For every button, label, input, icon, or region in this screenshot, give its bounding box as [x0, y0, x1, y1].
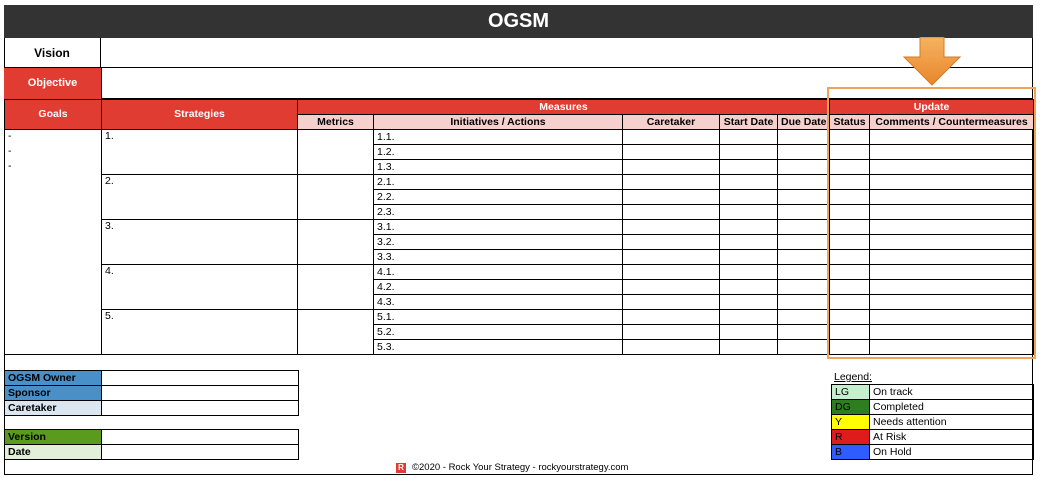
- start-date-cell[interactable]: [720, 250, 778, 265]
- start-date-cell[interactable]: [720, 310, 778, 325]
- start-date-cell[interactable]: [720, 325, 778, 340]
- due-date-cell[interactable]: [778, 160, 830, 175]
- caretaker-cell[interactable]: [623, 235, 720, 250]
- legend-swatch: Y: [832, 415, 870, 430]
- initiative-cell[interactable]: 3.2.: [374, 235, 623, 250]
- rock-your-strategy-logo-icon: [396, 463, 406, 473]
- objective-label: Objective: [4, 68, 101, 99]
- caretaker-cell[interactable]: [623, 160, 720, 175]
- initiative-cell[interactable]: 4.2.: [374, 280, 623, 295]
- legend-label: Needs attention: [870, 415, 1034, 430]
- goal-item: -: [8, 145, 12, 157]
- due-date-cell[interactable]: [778, 145, 830, 160]
- metrics-cell[interactable]: [298, 265, 374, 310]
- ogsm-owner-input[interactable]: [102, 371, 299, 386]
- metrics-cell[interactable]: [298, 310, 374, 355]
- caretaker-cell[interactable]: [623, 265, 720, 280]
- legend-table: [831, 384, 1034, 460]
- start-date-cell[interactable]: [720, 160, 778, 175]
- start-date-cell[interactable]: [720, 295, 778, 310]
- initiative-cell[interactable]: 1.2.: [374, 145, 623, 160]
- due-date-cell[interactable]: [778, 295, 830, 310]
- caretaker-cell[interactable]: [623, 295, 720, 310]
- page-title: OGSM: [4, 5, 1033, 38]
- caretaker-cell[interactable]: [623, 175, 720, 190]
- copyright-line: [396, 461, 628, 474]
- legend-swatch: B: [832, 445, 870, 460]
- status-header: Status: [830, 115, 870, 130]
- comments-header: Comments / Countermeasures: [870, 115, 1034, 130]
- caretaker-input[interactable]: [102, 401, 299, 416]
- caretaker-cell[interactable]: [623, 205, 720, 220]
- strategy-cell[interactable]: 4.: [102, 265, 298, 310]
- due-date-cell[interactable]: [778, 220, 830, 235]
- initiative-cell[interactable]: 2.3.: [374, 205, 623, 220]
- start-date-cell[interactable]: [720, 130, 778, 145]
- initiative-cell[interactable]: 3.3.: [374, 250, 623, 265]
- initiative-cell[interactable]: 2.1.: [374, 175, 623, 190]
- date-input[interactable]: [102, 445, 299, 460]
- start-date-cell[interactable]: [720, 280, 778, 295]
- vision-row: [4, 38, 1033, 68]
- caretaker-label: Caretaker: [5, 401, 102, 416]
- legend-label: Completed: [870, 400, 1034, 415]
- caretaker-cell[interactable]: [623, 325, 720, 340]
- start-date-cell[interactable]: [720, 205, 778, 220]
- due-date-cell[interactable]: [778, 280, 830, 295]
- due-date-header: Due Date: [778, 115, 830, 130]
- start-date-cell[interactable]: [720, 235, 778, 250]
- metrics-header: Metrics: [298, 115, 374, 130]
- start-date-cell[interactable]: [720, 265, 778, 280]
- initiative-cell[interactable]: 5.1.: [374, 310, 623, 325]
- initiative-cell[interactable]: 5.2.: [374, 325, 623, 340]
- ogsm-owner-label: OGSM Owner: [5, 371, 102, 386]
- legend-item: [832, 430, 1034, 445]
- strategy-cell[interactable]: 1.: [102, 130, 298, 175]
- due-date-cell[interactable]: [778, 325, 830, 340]
- caretaker-cell[interactable]: [623, 145, 720, 160]
- metrics-cell[interactable]: [298, 175, 374, 220]
- down-arrow-icon: [902, 37, 962, 87]
- initiatives-header: Initiatives / Actions: [374, 115, 623, 130]
- goals-cell[interactable]: [5, 130, 102, 355]
- copyright-text: ©2020 - Rock Your Strategy - rockyourstrategy.com: [412, 462, 629, 473]
- due-date-cell[interactable]: [778, 250, 830, 265]
- sponsor-label: Sponsor: [5, 386, 102, 401]
- version-table: [4, 429, 299, 460]
- metrics-cell[interactable]: [298, 130, 374, 175]
- update-highlight-box: [827, 87, 1036, 359]
- strategy-cell[interactable]: 3.: [102, 220, 298, 265]
- due-date-cell[interactable]: [778, 175, 830, 190]
- owner-table: [4, 370, 299, 416]
- caretaker-cell[interactable]: [623, 190, 720, 205]
- legend-label: On track: [870, 385, 1034, 400]
- caretaker-cell[interactable]: [623, 250, 720, 265]
- goal-item: -: [8, 160, 12, 172]
- start-date-cell[interactable]: [720, 175, 778, 190]
- start-date-cell[interactable]: [720, 340, 778, 355]
- due-date-cell[interactable]: [778, 190, 830, 205]
- caretaker-cell[interactable]: [623, 310, 720, 325]
- legend-label: At Risk: [870, 430, 1034, 445]
- legend-label: On Hold: [870, 445, 1034, 460]
- caretaker-cell[interactable]: [623, 340, 720, 355]
- legend-swatch: LG: [832, 385, 870, 400]
- caretaker-header: Caretaker: [623, 115, 720, 130]
- legend-item: [832, 385, 1034, 400]
- version-input[interactable]: [102, 430, 299, 445]
- due-date-cell[interactable]: [778, 265, 830, 280]
- update-header: Update: [830, 100, 1034, 115]
- initiative-cell[interactable]: 3.1.: [374, 220, 623, 235]
- vision-input[interactable]: [101, 38, 1033, 68]
- legend-swatch: DG: [832, 400, 870, 415]
- due-date-cell[interactable]: [778, 130, 830, 145]
- strategy-cell[interactable]: 2.: [102, 175, 298, 220]
- measures-header: Measures: [298, 100, 830, 115]
- legend-item: [832, 445, 1034, 460]
- start-date-cell[interactable]: [720, 145, 778, 160]
- goal-item: -: [8, 130, 12, 142]
- legend-item: [832, 400, 1034, 415]
- legend-title: Legend:: [834, 371, 872, 383]
- caretaker-cell[interactable]: [623, 130, 720, 145]
- strategies-header: Strategies: [102, 100, 298, 130]
- start-date-cell[interactable]: [720, 190, 778, 205]
- due-date-cell[interactable]: [778, 340, 830, 355]
- legend-item: [832, 415, 1034, 430]
- legend-swatch: R: [832, 430, 870, 445]
- caretaker-cell[interactable]: [623, 280, 720, 295]
- strategy-cell[interactable]: 5.: [102, 310, 298, 355]
- due-date-cell[interactable]: [778, 310, 830, 325]
- logo-letter: R: [398, 462, 404, 472]
- initiative-cell[interactable]: 4.3.: [374, 295, 623, 310]
- initiative-cell[interactable]: 1.3.: [374, 160, 623, 175]
- sponsor-input[interactable]: [102, 386, 299, 401]
- initiative-cell[interactable]: 1.1.: [374, 130, 623, 145]
- version-label: Version: [5, 430, 102, 445]
- metrics-cell[interactable]: [298, 220, 374, 265]
- vision-label: Vision: [4, 38, 101, 68]
- start-date-header: Start Date: [720, 115, 778, 130]
- date-label: Date: [5, 445, 102, 460]
- initiative-cell[interactable]: 4.1.: [374, 265, 623, 280]
- initiative-cell[interactable]: 5.3.: [374, 340, 623, 355]
- due-date-cell[interactable]: [778, 205, 830, 220]
- initiative-cell[interactable]: 2.2.: [374, 190, 623, 205]
- caretaker-cell[interactable]: [623, 220, 720, 235]
- due-date-cell[interactable]: [778, 235, 830, 250]
- start-date-cell[interactable]: [720, 220, 778, 235]
- goals-header: Goals: [5, 100, 102, 130]
